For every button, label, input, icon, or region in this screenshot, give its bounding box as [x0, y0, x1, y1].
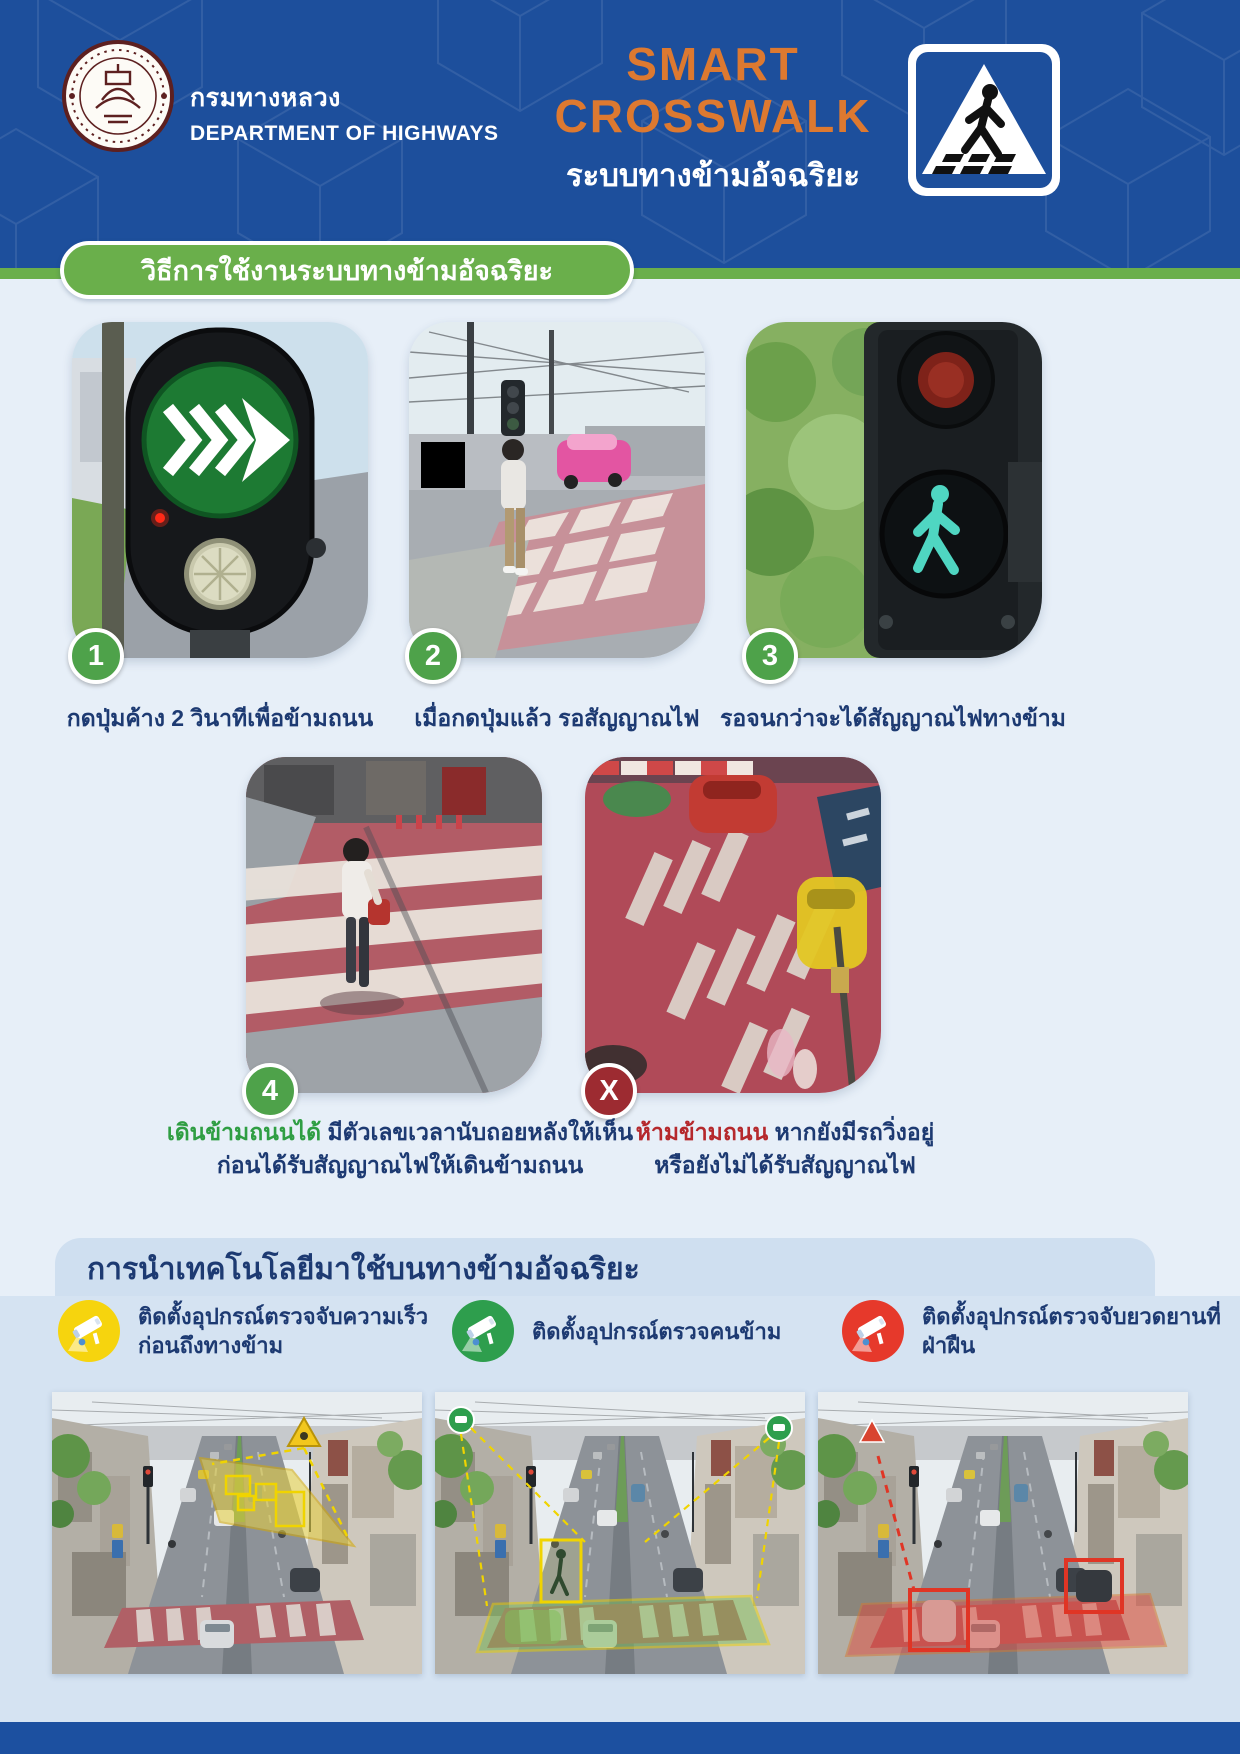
doh-seal-icon — [60, 38, 176, 154]
push-button-photo — [72, 322, 368, 658]
feature-violation-detection — [842, 1300, 1240, 1362]
poster-title — [540, 38, 886, 200]
step-x-mark: X — [599, 1074, 619, 1107]
technology-section-header — [55, 1238, 1155, 1300]
step-1-photo — [72, 322, 368, 672]
title-line-2: CROSSWALK — [554, 90, 872, 142]
step-4-photo — [246, 757, 542, 1107]
cctv-photo-pedestrian-detection — [435, 1392, 805, 1674]
org-name-en: DEPARTMENT OF HIGHWAYS — [190, 122, 499, 145]
header — [0, 0, 1240, 268]
step-2-badge — [405, 628, 461, 684]
step-x-caption: ห้ามข้ามถนน หากยังมีรถวิ่งอยู่ หรือยังไม่ได้รับสัญญาณไฟ — [635, 1119, 935, 1178]
step-1-caption: กดปุ่มค้าง 2 วินาทีเพื่อข้ามถนน — [66, 705, 374, 731]
cctv-camera-icon — [58, 1300, 120, 1362]
waiting-pedestrian-photo — [409, 322, 705, 658]
feature-pedestrian-label: ติดตั้งอุปกรณ์ตรวจคนข้าม — [532, 1318, 782, 1344]
step-3-caption: รอจนกว่าจะได้สัญญาณไฟทางข้าม — [720, 705, 1066, 731]
step-x-badge — [581, 1063, 637, 1119]
cctv-camera-icon — [452, 1300, 514, 1362]
feature-speed-label: ติดตั้งอุปกรณ์ตรวจจับความเร็ว ก่อนถึงทางข้าม — [138, 1304, 429, 1358]
cctv-photo-speed-detection — [52, 1392, 422, 1674]
step-x-photo — [585, 757, 881, 1107]
how-to-banner-label: วิธีการใช้งานระบบทางข้ามอัจฉริยะ — [140, 255, 554, 286]
step-4-caption: เดินข้ามถนนได้ มีตัวเลขเวลานับถอยหลังให้เห็น ก่อนได้รับสัญญาณไฟให้เดินข้ามถนน — [166, 1119, 634, 1178]
step-1-badge — [68, 628, 124, 684]
org-name — [190, 78, 499, 146]
feature-pedestrian-detection — [452, 1300, 781, 1362]
org-name-th: กรมทางหลวง — [190, 84, 341, 112]
step-4-badge — [242, 1063, 298, 1119]
step-2-photo — [409, 322, 705, 672]
footer-bar — [0, 1722, 1240, 1754]
do-not-cross-photo — [585, 757, 881, 1093]
walk-signal-photo — [746, 322, 1042, 658]
step-3-badge — [742, 628, 798, 684]
title-line-1: SMART — [626, 38, 800, 90]
title-subtitle-th: ระบบทางข้ามอัจฉริยะ — [565, 158, 861, 193]
step-3-photo — [746, 322, 1042, 672]
step-1-number: 1 — [87, 639, 105, 672]
technology-heading: การนำเทคโนโลยีมาใช้บนทางข้ามอัจฉริยะ — [87, 1252, 640, 1286]
pedestrian-crossing-sign-icon — [906, 42, 1062, 198]
step-3-number: 3 — [761, 639, 779, 672]
feature-violation-label: ติดตั้งอุปกรณ์ตรวจจับยวดยานที่ฝ่าฝืน — [922, 1304, 1221, 1358]
crossing-person-photo — [246, 757, 542, 1093]
cctv-camera-icon — [842, 1300, 904, 1362]
step-2-caption: เมื่อกดปุ่มแล้ว รอสัญญาณไฟ — [414, 705, 700, 731]
feature-speed-detection — [58, 1300, 428, 1362]
step-2-number: 2 — [424, 639, 442, 672]
cctv-photo-violation-detection — [818, 1392, 1188, 1674]
how-to-banner — [60, 241, 634, 299]
step-4-number: 4 — [261, 1074, 279, 1107]
